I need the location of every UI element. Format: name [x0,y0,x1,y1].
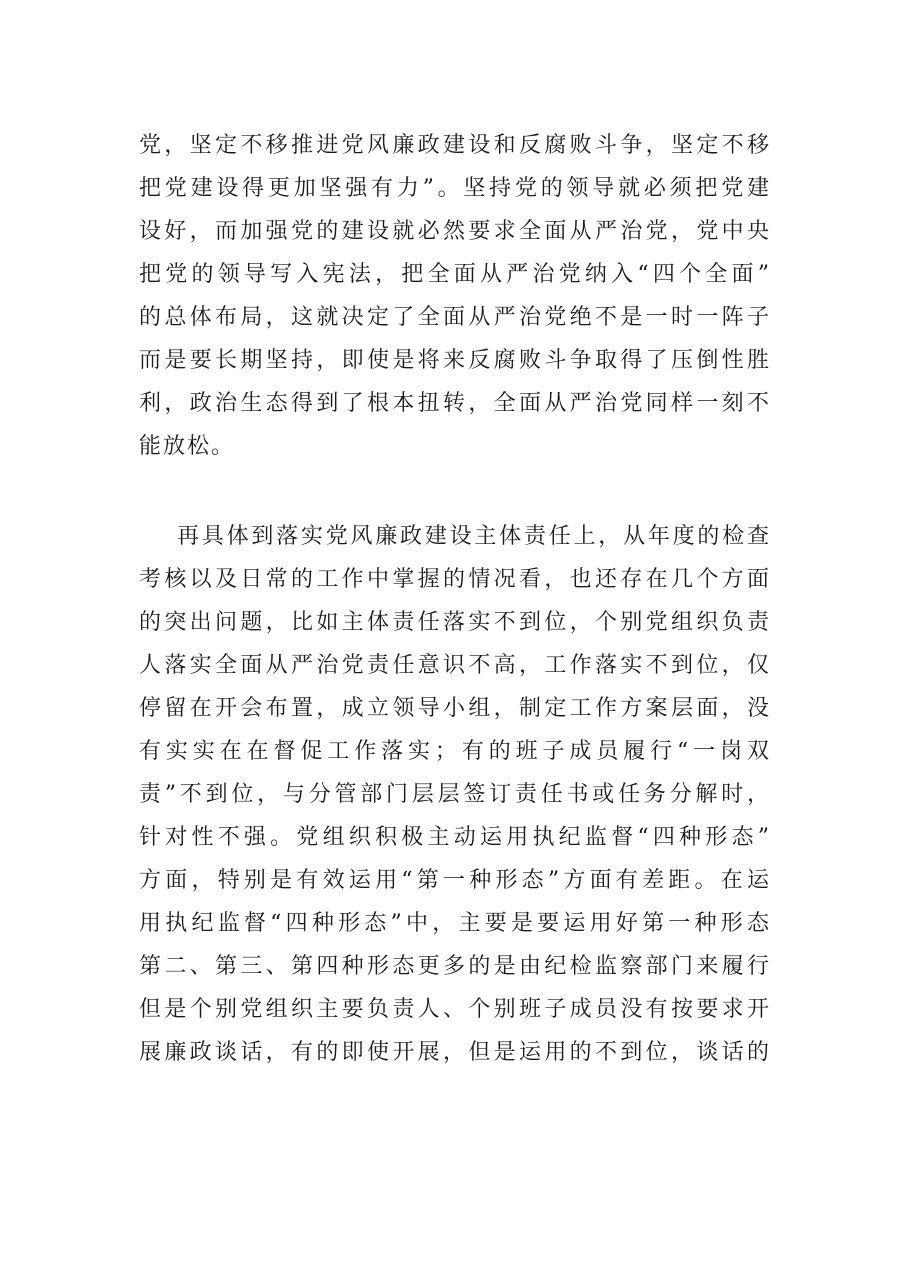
paragraph-line: 把党建设得更加坚强有力”。坚持党的领导就必须把党建 [139,176,771,201]
paragraph-line: 的突出问题，比如主体责任落实不到位，个别党组织负责 [139,610,771,635]
paragraph-line: 再具体到落实党风廉政建设主体责任上，从年度的检查 [177,524,771,549]
paragraph-line: 第二、第三、第四种形态更多的是由纪检监察部门来履行 [139,954,771,979]
paragraph-line: 考核以及日常的工作中掌握的情况看，也还存在几个方面 [139,567,771,592]
paragraph-line: 有实实在在督促工作落实；有的班子成员履行“一岗双 [139,739,771,764]
paragraph-line: 但是个别党组织主要负责人、个别班子成员没有按要求开 [139,997,771,1022]
paragraph-line: 而是要长期坚持，即使是将来反腐败斗争取得了压倒性胜 [139,348,771,373]
paragraph-line: 利，政治生态得到了根本扭转，全面从严治党同样一刻不 [139,391,771,416]
paragraph-line: 设好，而加强党的建设就必然要求全面从严治党，党中央 [139,219,771,244]
paragraph-line: 用执纪监督“四种形态”中，主要是要运用好第一种形态 [139,911,771,936]
paragraph-line: 党，坚定不移推进党风廉政建设和反腐败斗争，坚定不移 [139,133,771,158]
paragraph-line: 方面，特别是有效运用“第一种形态”方面有差距。在运 [139,868,771,893]
paragraph-line: 停留在开会布置，成立领导小组，制定工作方案层面，没 [139,696,771,721]
paragraph-line: 展廉政谈话，有的即使开展，但是运用的不到位，谈话的 [139,1040,771,1065]
paragraph-line: 能放松。 [139,434,236,459]
paragraph-line: 的总体布局，这就决定了全面从严治党绝不是一时一阵子 [139,305,771,330]
paragraph-line: 责”不到位，与分管部门层层签订责任书或任务分解时， [139,782,771,807]
paragraph-line: 针对性不强。党组织积极主动运用执纪监督“四种形态” [139,825,771,850]
paragraph-line: 人落实全面从严治党责任意识不高，工作落实不到位，仅 [139,653,771,678]
paragraph-line: 把党的领导写入宪法，把全面从严治党纳入“四个全面” [139,262,771,287]
